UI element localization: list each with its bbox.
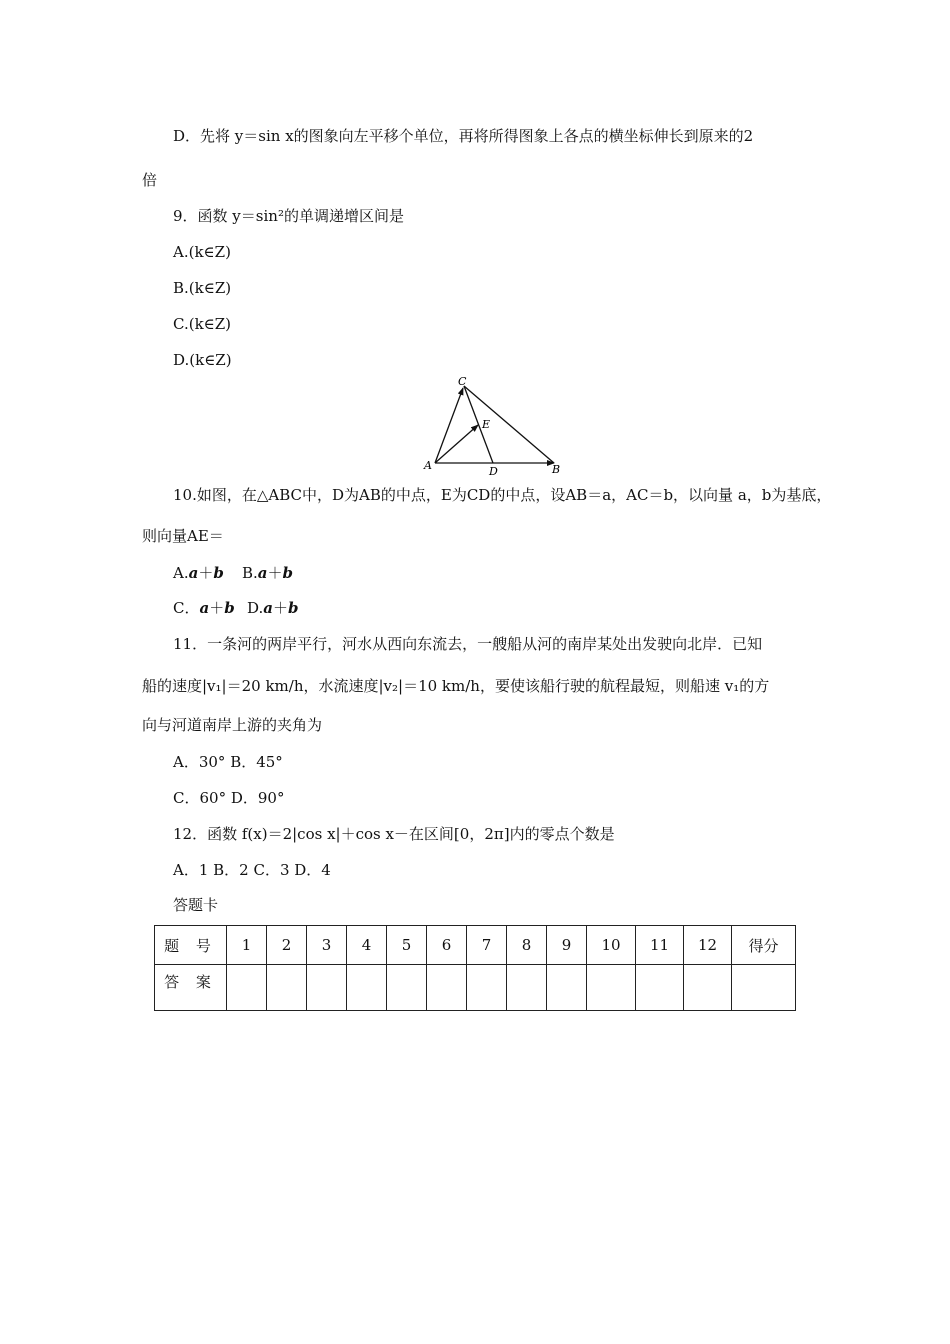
answer-cell[interactable] (507, 965, 547, 1011)
label-b: B (552, 463, 561, 476)
question-number-cell: 8 (507, 926, 547, 965)
score-label-cell: 得分 (732, 926, 796, 965)
question-number-cell: 4 (347, 926, 387, 965)
triangle-figure (418, 376, 568, 476)
question-number-cell: 10 (587, 926, 636, 965)
question-number-cell: 12 (684, 926, 732, 965)
segment-ac (435, 388, 463, 463)
q10-option-c: C．a＋b (173, 599, 235, 617)
q10-option-a: A.a＋b (173, 564, 224, 582)
header-label-cell: 题 号 (155, 926, 227, 965)
answer-cell[interactable] (467, 965, 507, 1011)
question-number-cell: 3 (307, 926, 347, 965)
question-number-cell: 1 (227, 926, 267, 965)
answer-cell[interactable] (267, 965, 307, 1011)
answer-label-cell: 答 案 (155, 965, 227, 1011)
question-number-cell: 2 (267, 926, 307, 965)
answer-cell[interactable] (227, 965, 267, 1011)
label-a: A (424, 459, 432, 472)
question-number-cell: 6 (427, 926, 467, 965)
question-number-cell: 7 (467, 926, 507, 965)
answer-cell[interactable] (684, 965, 732, 1011)
answer-cell[interactable] (547, 965, 587, 1011)
label-c: C (458, 376, 467, 388)
answer-cell[interactable] (347, 965, 387, 1011)
answer-cell[interactable] (387, 965, 427, 1011)
score-cell[interactable] (732, 965, 796, 1011)
q10-option-d: D.a＋b (247, 599, 299, 617)
table-header-row (155, 926, 796, 965)
label-d: D (489, 465, 498, 476)
label-e: E (482, 418, 491, 431)
answer-cell[interactable] (307, 965, 347, 1011)
segment-cb (464, 386, 554, 463)
table-answer-row (155, 965, 796, 1011)
answer-cell[interactable] (636, 965, 684, 1011)
question-number-cell: 9 (547, 926, 587, 965)
answer-table (154, 925, 796, 1011)
answer-cell[interactable] (427, 965, 467, 1011)
question-number-cell: 11 (636, 926, 684, 965)
question-number-cell: 5 (387, 926, 427, 965)
answer-cell[interactable] (587, 965, 636, 1011)
q10-option-b: B.a＋b (242, 564, 294, 582)
